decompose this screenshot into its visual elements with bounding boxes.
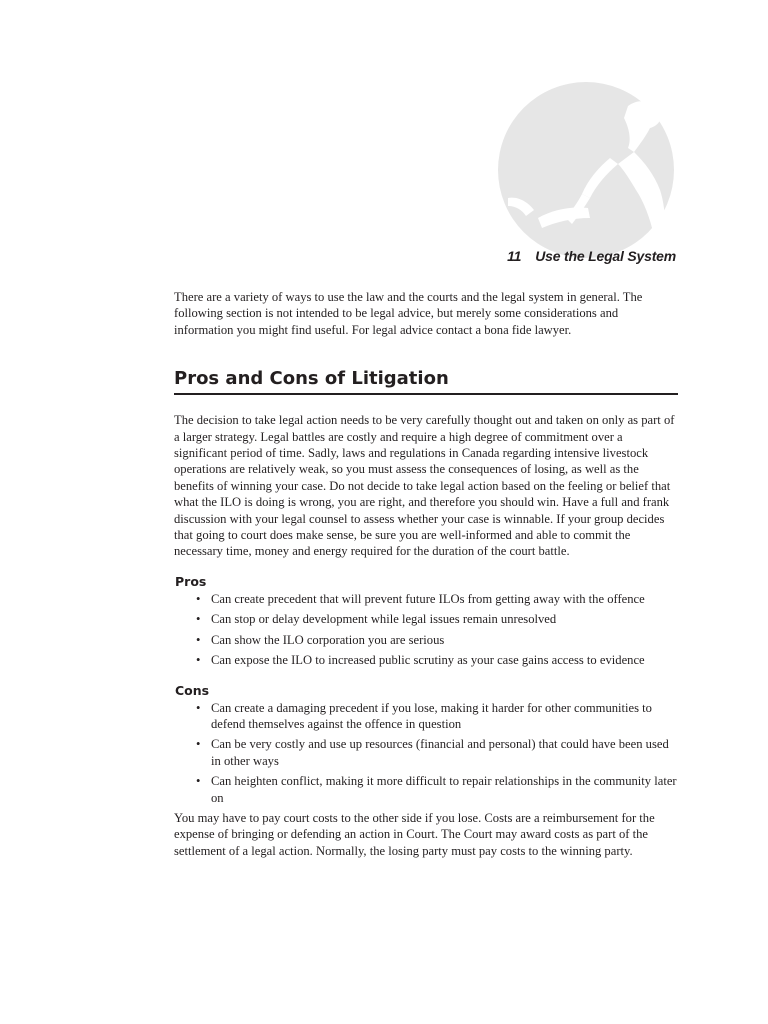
list-item: • Can be very costly and use up resources (financial and personal) that could have been used in other ways <box>211 736 678 769</box>
list-item: • Can create precedent that will prevent future ILOs from getting away with the offence <box>211 591 678 607</box>
section-body-paragraph: The decision to take legal action needs to be very carefully thought out and taken on only as part of a larger strategy. Legal battles are costly and require a high degree of commitment over a significant period of time. Sadly, laws and regulations in Canada regarding intensive livestock operations are relatively weak, so you must assess the consequences of losing, as well as the benefits of winning your case. Do not decide to take legal action based on the feeling or belief that what the ILO is doing is wrong, you are right, and therefore you should win. Have a full and frank discussion with your legal counsel to assess whether your case is winnable. If your group decides that going to court does make sense, be sure you are well-informed and able to commit the necessary time, money and energy required for the duration of the court battle. <box>174 413 675 559</box>
intro-paragraph: There are a variety of ways to use the law and the courts and the legal system in general. The following section is not intended to be legal advice, but merely some considerations and information you might find useful. For legal advice contact a bona fide lawyer. <box>174 290 643 337</box>
list-item: • Can create a damaging precedent if you lose, making it harder for other communities to defend themselves against the offence in question <box>211 700 678 733</box>
list-item: • Can show the ILO corporation you are serious <box>211 632 678 648</box>
chapter-illustration <box>478 78 698 258</box>
chapter-number: 11 <box>507 248 522 264</box>
list-item: • Can stop or delay development while legal issues remain unresolved <box>211 611 678 627</box>
page-content <box>174 289 678 859</box>
pros-heading: Pros <box>175 573 207 589</box>
list-item: • Can heighten conflict, making it more difficult to repair relationships in the community later on <box>211 773 678 806</box>
closing-paragraph: You may have to pay court costs to the other side if you lose. Costs are a reimbursement for the expense of bringing or defending an action in Court. The Court may award costs as part of the settlement of a legal action. Normally, the losing party must pay costs to the winning party. <box>174 810 655 858</box>
cons-heading: Cons <box>175 682 210 698</box>
section-heading: Pros and Cons of Litigation <box>174 367 678 395</box>
chapter-header <box>400 248 676 264</box>
list-item: • Can expose the ILO to increased public scrutiny as your case gains access to evidence <box>211 652 678 668</box>
pros-list <box>174 591 678 669</box>
cons-list <box>174 700 678 806</box>
chapter-title: Use the Legal System <box>535 248 676 264</box>
